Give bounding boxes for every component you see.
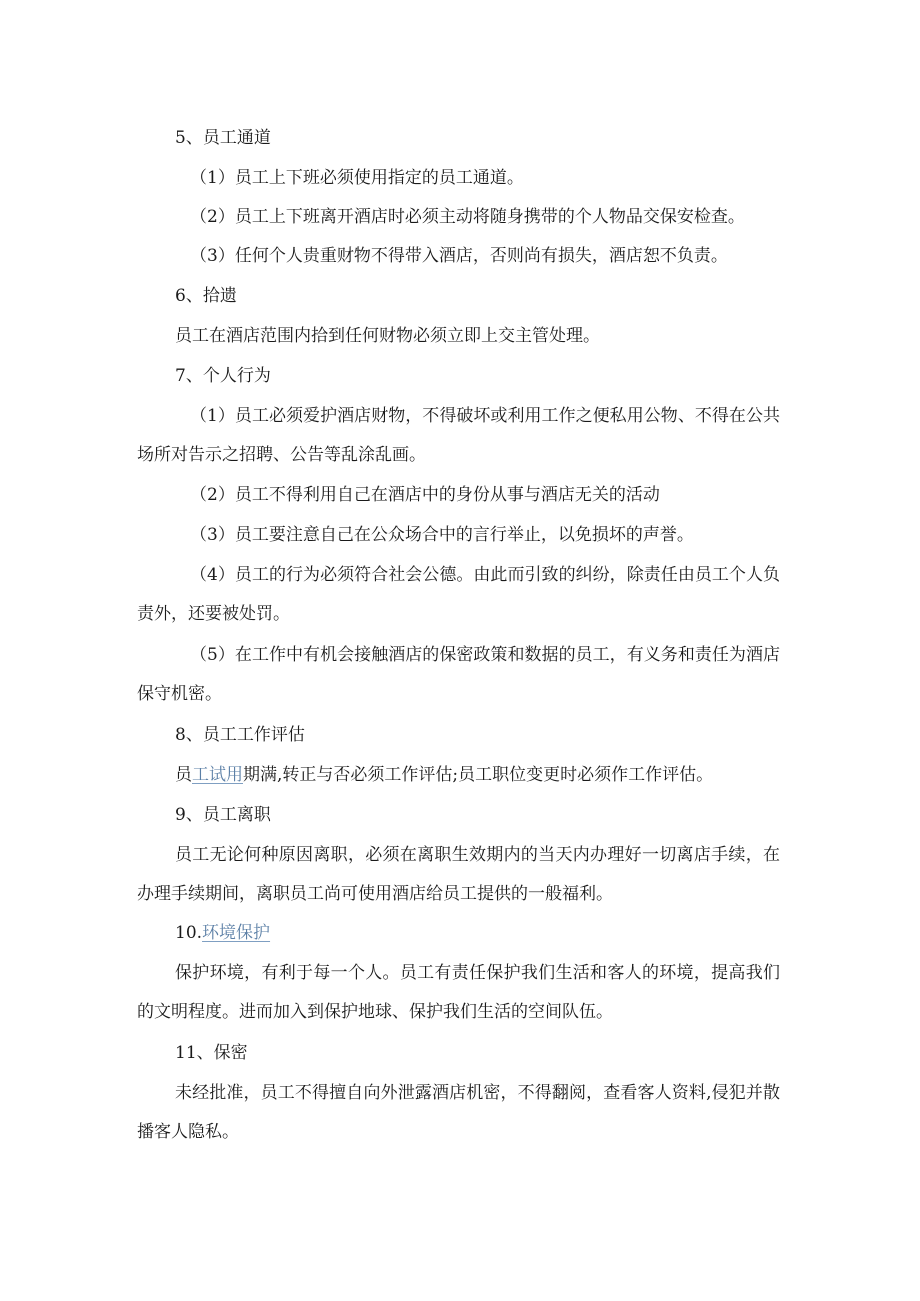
section-7-item-3: （3）员工要注意自己在公众场合中的言行举止，以免损坏的声誉。 bbox=[190, 525, 694, 545]
section-7-item-5-line-1: （5）在工作中有机会接触酒店的保密政策和数据的员工，有义务和责任为酒店 bbox=[190, 645, 780, 665]
section-10-heading bbox=[175, 922, 270, 944]
section-7-item-1-line-2: 场所对告示之招聘、公告等乱涂乱画。 bbox=[137, 445, 426, 465]
section-6-heading: 6、拾遗 bbox=[175, 286, 237, 306]
section-7-item-1-line-1: （1）员工必须爱护酒店财物，不得破坏或利用工作之便私用公物、不得在公共 bbox=[190, 406, 780, 426]
section-7-item-4-line-2: 责外，还要被处罚。 bbox=[137, 604, 290, 624]
section-10-body-line-2: 的文明程度。进而加入到保护地球、保护我们生活的空间队伍。 bbox=[137, 1002, 613, 1022]
section-7-item-5-line-2: 保守机密。 bbox=[137, 684, 222, 704]
section-6-body: 员工在酒店范围内拾到任何财物必须立即上交主管处理。 bbox=[175, 326, 600, 346]
section-5-item-3: （3）任何个人贵重财物不得带入酒店，否则尚有损失，酒店恕不负责。 bbox=[190, 246, 728, 266]
section-9-heading: 9、员工离职 bbox=[175, 805, 271, 825]
section-5-item-2: （2）员工上下班离开酒店时必须主动将随身携带的个人物品交保安检查。 bbox=[190, 207, 745, 227]
section-11-body-line-1: 未经批准，员工不得擅自向外泄露酒店机密，不得翻阅，查看客人资料,侵犯并散 bbox=[175, 1083, 780, 1103]
environment-protection-link[interactable]: 环境保护 bbox=[202, 923, 271, 943]
section-11-body-line-2: 播客人隐私。 bbox=[137, 1122, 239, 1142]
section-5-heading: 5、员工通道 bbox=[175, 128, 271, 148]
section-8-body bbox=[175, 764, 713, 786]
section-8-body-post: 期满,转正与否必须工作评估;员工职位变更时必须作工作评估。 bbox=[243, 765, 714, 785]
section-9-body-line-1: 员工无论何种原因离职，必须在离职生效期内的当天内办理好一切离店手续，在 bbox=[175, 845, 780, 865]
section-8-heading: 8、员工工作评估 bbox=[175, 725, 305, 745]
section-10-heading-number: 10. bbox=[175, 923, 203, 943]
section-8-body-pre: 员 bbox=[175, 765, 192, 785]
section-9-body-line-2: 办理手续期间，离职员工尚可使用酒店给员工提供的一般福利。 bbox=[137, 884, 613, 904]
section-5-item-1: （1）员工上下班必须使用指定的员工通道。 bbox=[190, 168, 524, 188]
section-10-body-line-1: 保护环境，有利于每一个人。员工有责任保护我们生活和客人的环境，提高我们 bbox=[175, 963, 780, 983]
section-7-item-2: （2）员工不得利用自己在酒店中的身份从事与酒店无关的活动 bbox=[190, 485, 660, 505]
trial-period-link[interactable]: 工试用 bbox=[192, 765, 243, 785]
section-11-heading: 11、保密 bbox=[175, 1043, 248, 1063]
section-7-item-4-line-1: （4）员工的行为必须符合社会公德。由此而引致的纠纷，除责任由员工个人负 bbox=[190, 565, 780, 585]
section-7-heading: 7、个人行为 bbox=[175, 366, 271, 386]
